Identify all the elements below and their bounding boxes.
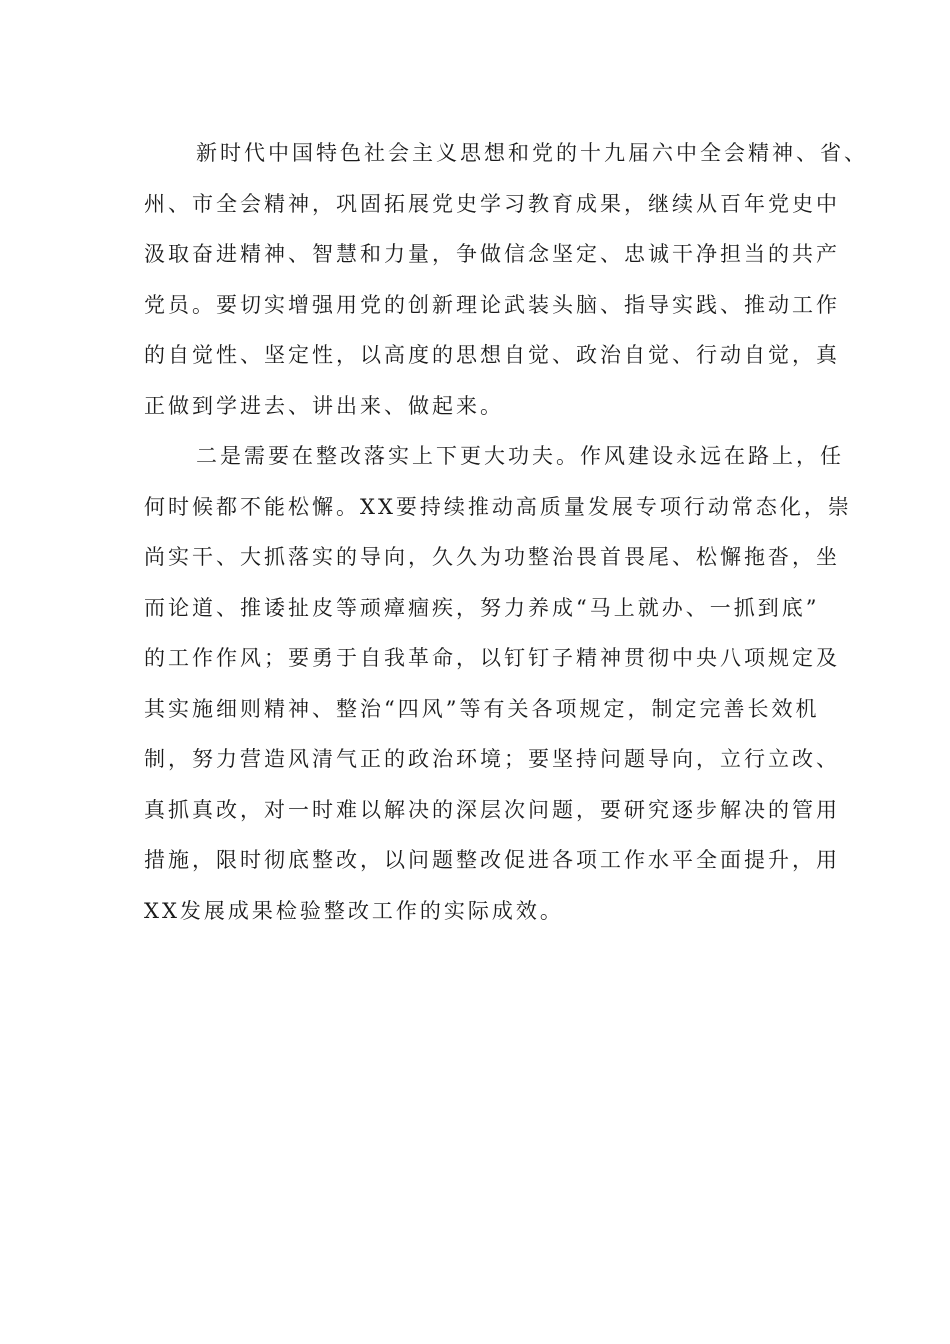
- text-line: 真抓真改，对一时难以解决的深层次问题，要研究逐步解决的管用: [144, 797, 840, 822]
- text-line: 何时候都不能松懈。XX要持续推动高质量发展专项行动常态化，崇: [144, 494, 852, 519]
- text-line: 其实施细则精神、整治“四风”等有关各项规定，制定完善长效机: [144, 696, 820, 721]
- text-line: 新时代中国特色社会主义思想和党的十九届六中全会精神、省、: [196, 141, 868, 165]
- text-line: 正做到学进去、讲出来、做起来。: [144, 393, 504, 418]
- text-line: 制，努力营造风清气正的政治环境；要坚持问题导向，立行立改、: [144, 747, 840, 771]
- text-line: 州、市全会精神，巩固拓展党史学习教育成果，继续从百年党史中: [144, 191, 840, 216]
- body-text: [144, 128, 868, 936]
- text-line: 的自觉性、坚定性，以高度的思想自觉、政治自觉、行动自觉，真: [144, 343, 840, 367]
- text-line: 措施，限时彻底整改，以问题整改促进各项工作水平全面提升，用: [144, 848, 840, 872]
- paragraph-continuation: [144, 128, 868, 431]
- text-line: XX发展成果检验整改工作的实际成效。: [144, 898, 564, 923]
- text-line: 汲取奋进精神、智慧和力量，争做信念坚定、忠诚干净担当的共产: [144, 242, 840, 266]
- text-line: 的工作作风；要勇于自我革命，以钉钉子精神贯彻中央八项规定及: [144, 646, 840, 670]
- text-line: 尚实干、大抓落实的导向，久久为功整治畏首畏尾、松懈拖沓，坐: [144, 545, 840, 569]
- text-line: 二是需要在整改落实上下更大功夫。作风建设永远在路上，任: [196, 444, 844, 468]
- paragraph-rectification: [144, 431, 852, 936]
- text-line: 党员。要切实增强用党的创新理论武装头脑、指导实践、推动工作: [144, 292, 840, 317]
- text-line: 而论道、推诿扯皮等顽瘴痼疾，努力养成“马上就办、一抓到底”: [144, 595, 820, 620]
